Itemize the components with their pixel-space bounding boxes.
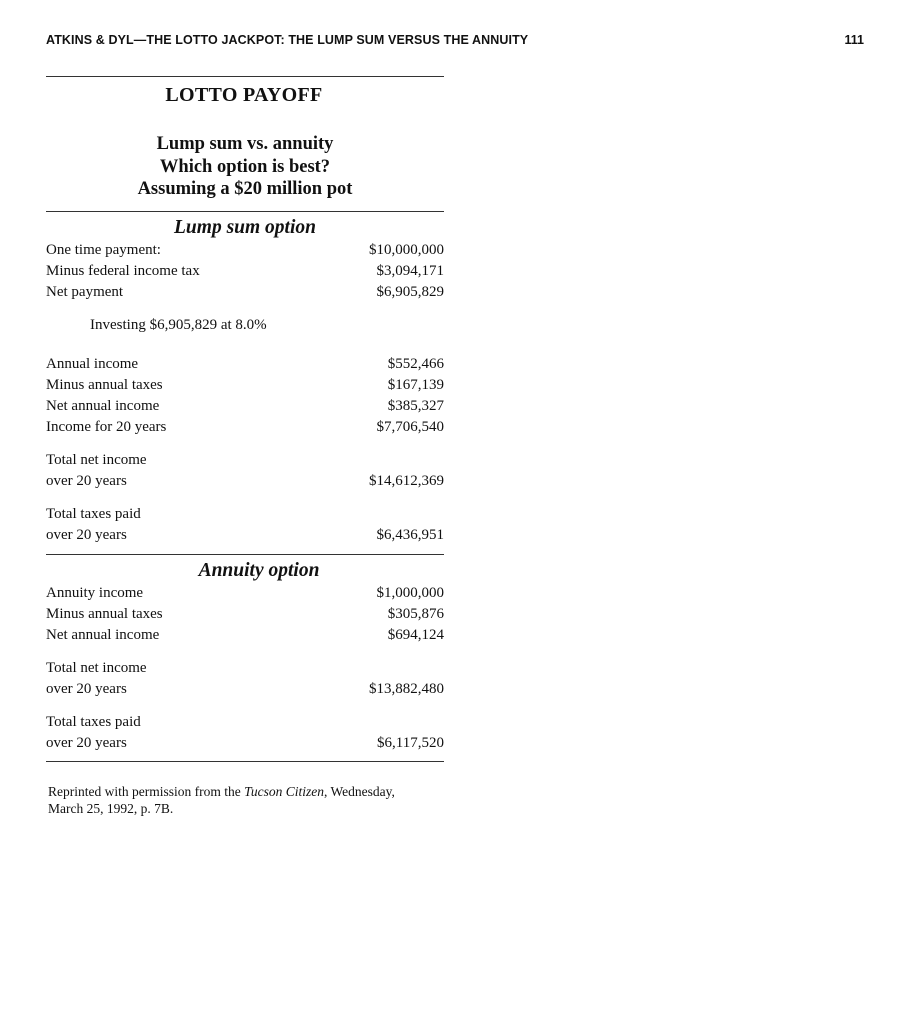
- row-value: $13,882,480: [369, 680, 444, 697]
- row-label: [46, 450, 369, 492]
- row-label: Income for 20 years: [46, 418, 167, 435]
- table-row: [46, 240, 444, 261]
- table-row: [46, 583, 444, 604]
- lotto-payoff-box: [46, 76, 444, 762]
- table-row: [46, 354, 444, 375]
- row-value: $305,876: [387, 605, 444, 622]
- row-label: Annual income: [46, 355, 139, 372]
- row-value: $1,000,000: [376, 584, 444, 601]
- row-value: $6,117,520: [377, 734, 444, 751]
- row-value: $6,905,829: [376, 283, 444, 300]
- row-label: Minus annual taxes: [46, 605, 163, 622]
- row-label: [46, 504, 377, 546]
- row-label-line: Total taxes paid: [46, 505, 141, 522]
- row-label-line: Total net income: [46, 659, 147, 676]
- subtitle-line: Assuming a $20 million pot: [137, 179, 353, 199]
- row-label: [46, 712, 377, 754]
- row-label-line: Total net income: [46, 451, 147, 468]
- row-label: Net annual income: [46, 397, 160, 414]
- subtitle-line: Which option is best?: [159, 156, 331, 177]
- row-value: $167,139: [387, 376, 444, 393]
- table-row: [46, 375, 444, 396]
- row-label: Minus annual taxes: [46, 376, 163, 393]
- box-subtitle: [46, 133, 444, 201]
- row-label: Minus federal income tax: [46, 262, 200, 279]
- annuity-heading: Annuity option: [198, 559, 320, 581]
- credit-suffix: , Wednesday,: [323, 784, 395, 799]
- row-value: $552,466: [387, 355, 444, 372]
- row-value: $6,436,951: [376, 526, 444, 543]
- reprint-credit: [48, 783, 468, 817]
- row-value: $3,094,171: [376, 262, 444, 279]
- table-row: [46, 396, 444, 417]
- annuity-rule: [46, 554, 444, 555]
- top-rule: [46, 76, 444, 77]
- row-label: Net annual income: [46, 626, 160, 643]
- credit-source: Tucson Citizen: [244, 784, 324, 799]
- table-row: [46, 450, 444, 492]
- credit-prefix: Reprinted with permission from the: [48, 784, 245, 799]
- row-label: Net payment: [46, 283, 124, 300]
- row-label: One time payment:: [46, 241, 161, 258]
- table-row: [46, 712, 444, 754]
- page-number: 111: [844, 33, 864, 47]
- row-label-line: over 20 years: [46, 472, 127, 489]
- subtitle-line: Lump sum vs. annuity: [156, 134, 334, 154]
- table-row: [46, 604, 444, 625]
- bottom-rule: [46, 761, 444, 762]
- row-value: $694,124: [387, 626, 444, 643]
- row-label: Annuity income: [46, 584, 144, 601]
- table-row: [46, 282, 444, 303]
- row-label-line: over 20 years: [46, 734, 127, 751]
- lump-sum-rule: [46, 211, 444, 212]
- box-title: LOTTO PAYOFF: [165, 84, 323, 106]
- row-label: [46, 658, 369, 700]
- lump-sum-heading: Lump sum option: [174, 216, 316, 238]
- row-value: $7,706,540: [376, 418, 444, 435]
- table-row: [46, 625, 444, 646]
- table-row: [46, 261, 444, 282]
- row-label-line: Total taxes paid: [46, 713, 141, 730]
- table-row: [46, 417, 444, 438]
- table-row: [46, 504, 444, 546]
- row-value: $10,000,000: [369, 241, 444, 258]
- investing-line: Investing $6,905,829 at 8.0%: [90, 316, 267, 333]
- row-label-line: over 20 years: [46, 680, 127, 697]
- running-head: ATKINS & DYL—THE LOTTO JACKPOT: THE LUMP SUM VERSUS THE ANNUITY: [46, 33, 529, 47]
- row-value: $14,612,369: [369, 472, 444, 489]
- row-label-line: over 20 years: [46, 526, 127, 543]
- credit-date: March 25, 1992, p. 7B.: [48, 801, 174, 816]
- table-row: [46, 658, 444, 700]
- row-value: $385,327: [387, 397, 444, 414]
